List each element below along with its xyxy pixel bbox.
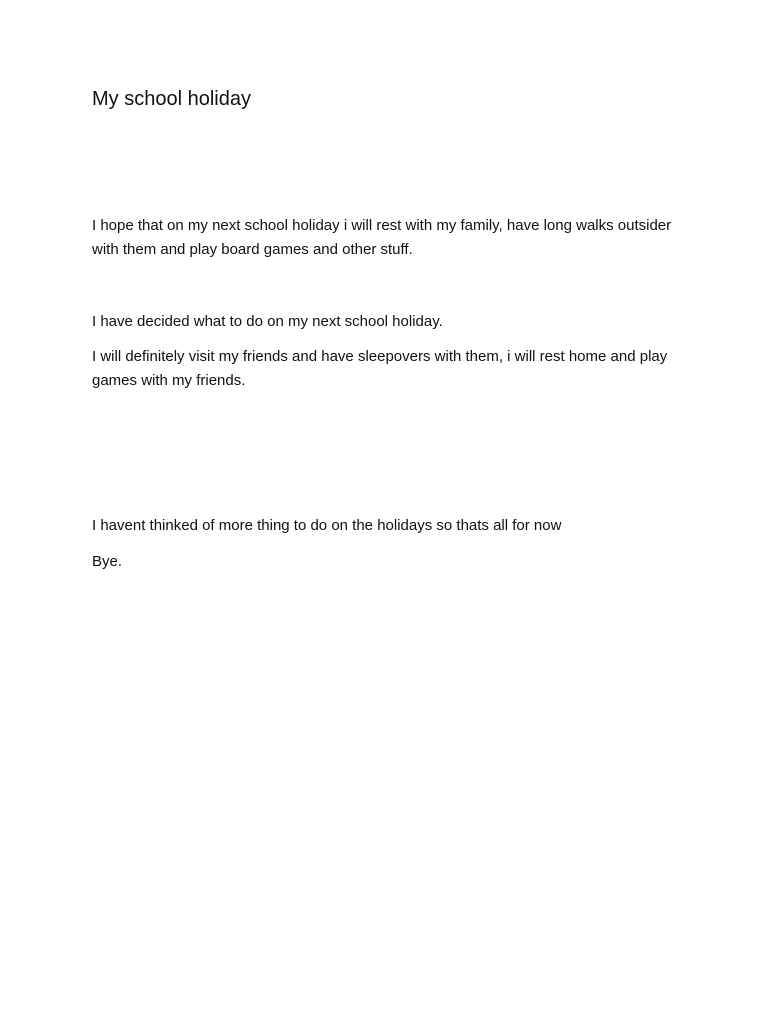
paragraph-bye: Bye. <box>92 553 123 570</box>
document-title: My school holiday <box>92 88 251 110</box>
paragraph-decided: I have decided what to do on my next school holiday. <box>92 313 443 330</box>
paragraph-closing: I havent thinked of more thing to do on the holidays so thats all for now <box>92 517 562 534</box>
paragraph-friends-plans: I will definitely visit my friends and have sleepovers with them, i will rest home and play games with my friends. <box>92 348 668 389</box>
paragraph-holiday-hopes: I hope that on my next school holiday i will rest with my family, have long walks outsider with them and play board games and other stuff. <box>92 217 672 258</box>
